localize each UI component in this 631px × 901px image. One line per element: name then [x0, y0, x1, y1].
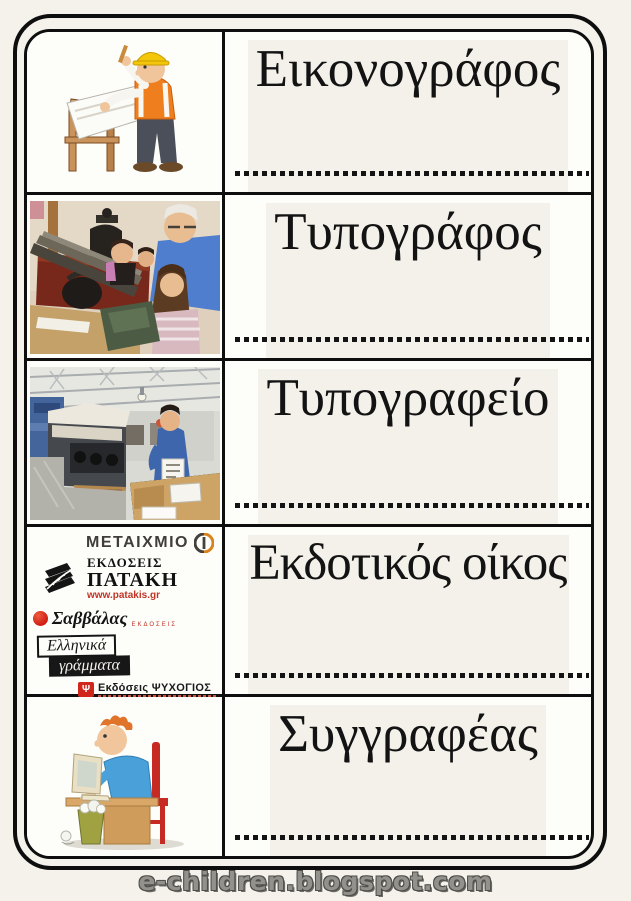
- letterpress-demonstration-photo: [30, 201, 220, 354]
- psichogios-icon: Ψ: [78, 682, 94, 697]
- table-row: [27, 697, 591, 856]
- savvalas-logo: [33, 608, 218, 629]
- table-row: [27, 527, 591, 697]
- writer-image-cell: [27, 697, 225, 856]
- publishers-logos-cell: [27, 527, 225, 694]
- row-label: Τυπογράφος: [266, 203, 550, 358]
- ellinika-line1: Ελληνικά: [37, 634, 117, 657]
- row-label: Εκδοτικός οίκος: [248, 535, 569, 694]
- savvalas-red-dot-icon: [33, 611, 48, 626]
- metaixmio-circle-icon: [194, 533, 214, 553]
- illustrator-cartoon-image: [49, 41, 201, 183]
- ellinika-grammata-logo: [37, 635, 145, 676]
- publisher-label-cell: [225, 527, 591, 694]
- patakis-url: www.patakis.gr: [87, 590, 160, 601]
- row-label: Συγγραφέας: [270, 705, 546, 856]
- table-row: [27, 195, 591, 361]
- patakis-line1: ΕΚΔΟΣΕΙΣ: [87, 555, 163, 570]
- typographer-image-cell: [27, 195, 225, 358]
- ellinika-line2: γράμματα: [49, 655, 130, 676]
- savvalas-name: Σαββάλας: [52, 608, 128, 628]
- write-in-dotted-line: [235, 171, 589, 176]
- patakis-line2: ΠΑΤΑΚΗ: [87, 569, 179, 591]
- printing-house-label-cell: [225, 361, 591, 524]
- metaixmio-name: ΜΕΤΑΙΧΜΙΟ: [86, 534, 189, 551]
- write-in-dotted-line: [235, 337, 589, 342]
- printing-house-photo: [30, 367, 220, 520]
- illustrator-image-cell: [27, 32, 225, 192]
- metaixmio-logo: [31, 533, 218, 553]
- typographer-label-cell: [225, 195, 591, 358]
- savvalas-subtitle: ΕΚΔΟΣΕΙΣ: [131, 621, 178, 628]
- write-in-dotted-line: [235, 503, 589, 508]
- table-row: [27, 361, 591, 527]
- watermark-text: e-children.blogspot.com: [138, 867, 493, 896]
- row-label: Εικονογράφος: [248, 40, 569, 192]
- illustrator-label-cell: [225, 32, 591, 192]
- writer-label-cell: [225, 697, 591, 856]
- write-in-dotted-line: [235, 835, 589, 840]
- printing-house-image-cell: [27, 361, 225, 524]
- psichogios-name: Εκδόσεις ΨΥΧΟΓΙΟΣ: [98, 682, 212, 694]
- vocabulary-table: [24, 29, 594, 859]
- patakis-books-icon: [41, 559, 81, 597]
- write-in-dotted-line: [235, 673, 589, 678]
- row-label: Τυπογραφείο: [258, 369, 557, 524]
- writer-cartoon-image: [52, 702, 197, 852]
- patakis-logo: [41, 555, 218, 601]
- publisher-logos-group: [27, 527, 222, 694]
- table-row: [27, 32, 591, 195]
